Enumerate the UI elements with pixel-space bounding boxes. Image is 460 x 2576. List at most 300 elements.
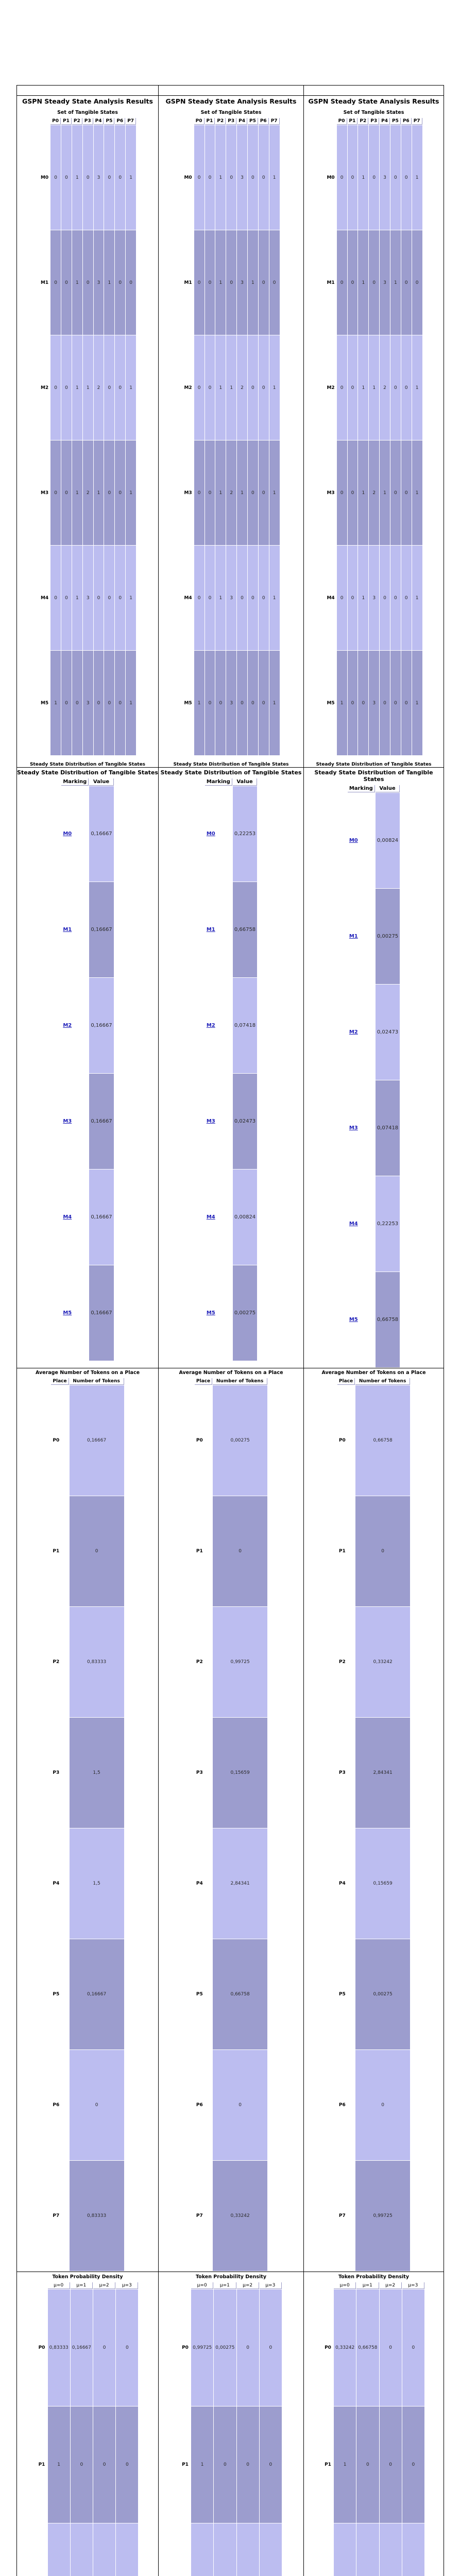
row-label-place: P6 xyxy=(337,2050,355,2160)
state-value: 0 xyxy=(115,230,125,335)
row-label-place: P4 xyxy=(51,1828,69,1939)
table-row xyxy=(337,1939,410,2049)
state-value: 0 xyxy=(390,651,401,755)
state-value: 0 xyxy=(259,230,269,335)
token-value: 0,15659 xyxy=(213,1718,267,1828)
state-value: 0 xyxy=(259,335,269,440)
state-value: 3 xyxy=(94,230,104,335)
state-value: 3 xyxy=(94,125,104,230)
avg-tokens-table xyxy=(337,1378,411,2272)
marking-link-cell xyxy=(348,1272,375,1367)
state-value: 0 xyxy=(259,440,269,545)
state-value: 1 xyxy=(412,651,422,755)
table-row xyxy=(205,786,257,882)
column-header-place: P2 xyxy=(215,118,226,125)
state-value: 0 xyxy=(194,230,205,335)
state-value: 0 xyxy=(337,230,347,335)
density-value xyxy=(116,2523,138,2576)
state-value: 0 xyxy=(348,651,358,755)
token-value: 0,16667 xyxy=(70,1939,124,2049)
state-value: 0 xyxy=(369,230,379,335)
avg-tokens-title: Average Number of Tokens on a Place xyxy=(159,1370,303,1376)
state-value: 3 xyxy=(380,230,390,335)
state-value: 0 xyxy=(205,546,215,650)
state-value: 3 xyxy=(380,125,390,230)
row-label-place: P4 xyxy=(195,1828,212,1939)
table-row xyxy=(51,1385,124,1496)
state-value: 0 xyxy=(194,440,205,545)
column-header-value: Value xyxy=(233,778,257,786)
column-header-place: P3 xyxy=(226,118,236,125)
table-row xyxy=(195,1496,267,1606)
marking-link[interactable]: M0 xyxy=(349,838,358,843)
column-header-mu: μ=0 xyxy=(191,2282,213,2289)
distribution-value: 0,66758 xyxy=(233,882,257,977)
density-value: 0 xyxy=(260,2290,282,2406)
table-row xyxy=(195,1607,267,1717)
row-label-marking: M0 xyxy=(39,125,50,230)
column-header-marking: Marking xyxy=(348,785,375,792)
state-value: 2 xyxy=(83,440,93,545)
table-row xyxy=(180,2406,282,2523)
column-header-place: P1 xyxy=(348,118,358,125)
column-header-mu: μ=1 xyxy=(214,2282,236,2289)
state-value: 3 xyxy=(237,125,247,230)
distribution-value: 0,16667 xyxy=(89,978,113,1073)
marking-link[interactable]: M5 xyxy=(349,1317,358,1323)
marking-link[interactable]: M5 xyxy=(207,1310,215,1316)
column-header-place: P3 xyxy=(369,118,379,125)
state-value: 0 xyxy=(115,125,125,230)
state-value: 0 xyxy=(104,335,114,440)
column-header-place: P2 xyxy=(72,118,82,125)
state-value: 0 xyxy=(358,651,368,755)
distribution-value: 0,16667 xyxy=(89,1074,113,1169)
column-header-mu: μ=0 xyxy=(334,2282,356,2289)
state-value: 0 xyxy=(337,440,347,545)
state-value: 1 xyxy=(126,335,136,440)
state-value: 0 xyxy=(369,125,379,230)
density-value xyxy=(191,2523,213,2576)
tangible-states-table xyxy=(39,117,137,756)
header-cell-1 xyxy=(159,86,304,96)
density-value: 0 xyxy=(237,2290,259,2406)
state-value: 0 xyxy=(115,335,125,440)
distribution-value: 0,02473 xyxy=(376,985,400,1080)
state-value: 1 xyxy=(215,546,226,650)
state-value: 0 xyxy=(50,546,61,650)
table-row xyxy=(205,1170,257,1265)
column-header-mu: μ=1 xyxy=(356,2282,379,2289)
table-row xyxy=(51,1496,124,1606)
table-row xyxy=(180,2523,282,2576)
states-cell-2 xyxy=(304,96,444,768)
state-value: 0 xyxy=(248,651,258,755)
marking-link[interactable]: M4 xyxy=(349,1221,358,1227)
column-header-place: P1 xyxy=(61,118,72,125)
column-header-place: P5 xyxy=(104,118,114,125)
column-header-place: P4 xyxy=(380,118,390,125)
state-value: 0 xyxy=(61,335,72,440)
page-title: GSPN Steady State Analysis Results xyxy=(159,97,303,105)
state-value: 0 xyxy=(390,125,401,230)
token-value: 0,00275 xyxy=(355,1939,410,2049)
state-value: 0 xyxy=(248,440,258,545)
state-value: 0 xyxy=(215,651,226,755)
token-value: 0 xyxy=(70,2050,124,2160)
row-label-place: P1 xyxy=(337,1496,355,1606)
table-header-row xyxy=(337,1378,410,1385)
table-row xyxy=(323,2406,424,2523)
marking-link-cell xyxy=(348,985,375,1080)
marking-link[interactable]: M3 xyxy=(207,1118,215,1124)
distribution-cell-2 xyxy=(304,768,444,1368)
state-value: 3 xyxy=(83,651,93,755)
table-row xyxy=(182,125,279,230)
distribution-value: 0,16667 xyxy=(89,1265,113,1361)
state-value: 0 xyxy=(401,440,412,545)
table-header-row xyxy=(182,118,279,125)
table-row xyxy=(51,1718,124,1828)
state-value: 0 xyxy=(104,125,114,230)
marking-link[interactable]: M1 xyxy=(349,934,358,939)
distribution-table xyxy=(347,785,400,1368)
density-value xyxy=(334,2523,356,2576)
state-value: 0 xyxy=(348,230,358,335)
state-value: 1 xyxy=(72,440,82,545)
density-value: 0 xyxy=(93,2406,115,2523)
state-value: 0 xyxy=(390,335,401,440)
density-value: 0 xyxy=(402,2290,424,2406)
column-header-place: P2 xyxy=(358,118,368,125)
state-value: 3 xyxy=(83,546,93,650)
row-label-marking: M5 xyxy=(325,651,336,755)
table-row xyxy=(348,1272,400,1367)
table-row xyxy=(182,651,279,755)
state-value: 1 xyxy=(94,440,104,545)
steady-state-title: Steady State Distribution of Tangible States xyxy=(17,769,158,776)
table-header-row xyxy=(180,2282,282,2289)
table-row xyxy=(51,2050,124,2160)
token-value: 0 xyxy=(355,1496,410,1606)
token-value: 0,15659 xyxy=(355,1828,410,1939)
marking-link[interactable]: M1 xyxy=(63,927,72,933)
state-value: 1 xyxy=(412,335,422,440)
results-grid xyxy=(16,85,444,2576)
column-header-place: P5 xyxy=(390,118,401,125)
table-row xyxy=(348,793,400,888)
column-header-place: Place xyxy=(337,1378,355,1385)
marking-link[interactable]: M4 xyxy=(207,1214,215,1220)
state-value: 0 xyxy=(401,125,412,230)
state-value: 1 xyxy=(269,335,280,440)
row-label-marking: M4 xyxy=(39,546,50,650)
state-value: 1 xyxy=(412,546,422,650)
state-value: 1 xyxy=(269,125,280,230)
table-row xyxy=(325,651,422,755)
header-cell-0 xyxy=(17,86,159,96)
page-title: GSPN Steady State Analysis Results xyxy=(17,97,158,105)
table-row xyxy=(348,889,400,984)
steady-state-subtitle: Steady State Distribution of Tangible States xyxy=(17,762,158,767)
row-label-marking: M3 xyxy=(39,440,50,545)
table-row xyxy=(39,651,136,755)
state-value: 2 xyxy=(237,335,247,440)
table-row xyxy=(348,1080,400,1176)
density-value: 0,00275 xyxy=(214,2290,236,2406)
state-value: 0 xyxy=(337,125,347,230)
density-table xyxy=(37,2282,139,2576)
distribution-table xyxy=(61,778,114,1361)
states-cell-0 xyxy=(17,96,159,768)
state-value: 0 xyxy=(104,546,114,650)
state-value: 0 xyxy=(61,230,72,335)
column-header-place: P4 xyxy=(237,118,247,125)
token-value: 0,99725 xyxy=(213,1607,267,1717)
marking-link-cell xyxy=(205,882,232,977)
table-row xyxy=(195,1939,267,2049)
corner-cell xyxy=(39,118,50,125)
table-row xyxy=(195,1828,267,1939)
table-row xyxy=(205,1074,257,1169)
avg-tokens-title: Average Number of Tokens on a Place xyxy=(304,1370,444,1376)
corner-cell xyxy=(325,118,336,125)
table-header-row xyxy=(205,778,257,786)
table-header-row xyxy=(348,785,400,792)
marking-link[interactable]: M0 xyxy=(63,831,72,837)
row-label-place: P5 xyxy=(337,1939,355,2049)
token-value: 0,99725 xyxy=(355,2161,410,2271)
density-value xyxy=(48,2523,70,2576)
marking-link[interactable]: M2 xyxy=(349,1029,358,1035)
marking-link[interactable]: M3 xyxy=(63,1118,72,1124)
table-row xyxy=(51,1828,124,1939)
row-label-marking: M2 xyxy=(182,335,193,440)
state-value: 1 xyxy=(412,125,422,230)
distribution-value: 0,22253 xyxy=(376,1176,400,1272)
table-row xyxy=(337,1718,410,1828)
state-value: 1 xyxy=(358,546,368,650)
state-value: 2 xyxy=(226,440,236,545)
row-label-marking: M2 xyxy=(325,335,336,440)
row-label-marking: M3 xyxy=(182,440,193,545)
token-value: 0 xyxy=(70,1496,124,1606)
row-label-place: P2 xyxy=(337,1607,355,1717)
token-value: 2,84341 xyxy=(213,1828,267,1939)
row-label-marking: M1 xyxy=(325,230,336,335)
table-header-row xyxy=(39,118,136,125)
table-row xyxy=(51,2161,124,2271)
row-label-place xyxy=(180,2523,191,2576)
header-cell-2 xyxy=(304,86,444,96)
corner-cell xyxy=(37,2282,47,2289)
table-header-row xyxy=(325,118,422,125)
column-header-place: P6 xyxy=(259,118,269,125)
column-header-mu: μ=3 xyxy=(116,2282,138,2289)
row-label-place: P7 xyxy=(51,2161,69,2271)
row-label-place: P0 xyxy=(51,1385,69,1496)
distribution-value: 0,16667 xyxy=(89,786,113,882)
states-cell-1 xyxy=(159,96,304,768)
token-value: 0,66758 xyxy=(355,1385,410,1496)
row-label-place: P1 xyxy=(323,2406,333,2523)
row-label-marking: M5 xyxy=(182,651,193,755)
token-value: 0 xyxy=(213,2050,267,2160)
column-header-mu: μ=1 xyxy=(71,2282,93,2289)
row-label-marking: M4 xyxy=(325,546,336,650)
density-value xyxy=(402,2523,424,2576)
table-row xyxy=(37,2406,139,2523)
table-row xyxy=(39,335,136,440)
table-header-row xyxy=(61,778,113,786)
table-row xyxy=(182,546,279,650)
state-value: 1 xyxy=(126,125,136,230)
row-label-marking: M5 xyxy=(39,651,50,755)
tangible-states-table xyxy=(325,117,422,756)
state-value: 0 xyxy=(50,440,61,545)
state-value: 1 xyxy=(215,440,226,545)
column-header-place: P6 xyxy=(115,118,125,125)
table-row xyxy=(37,2290,139,2406)
state-value: 1 xyxy=(248,230,258,335)
corner-cell xyxy=(180,2282,191,2289)
state-value: 0 xyxy=(205,230,215,335)
state-value: 1 xyxy=(104,230,114,335)
table-row xyxy=(37,2523,139,2576)
avg-tokens-title: Average Number of Tokens on a Place xyxy=(17,1370,158,1376)
table-row xyxy=(61,786,113,882)
marking-link[interactable]: M1 xyxy=(207,927,215,933)
table-row xyxy=(182,230,279,335)
column-header-marking: Marking xyxy=(61,778,89,786)
table-row xyxy=(51,1939,124,2049)
token-value: 0 xyxy=(355,2050,410,2160)
state-value: 1 xyxy=(269,651,280,755)
distribution-value: 0,16667 xyxy=(89,1170,113,1265)
table-header-row xyxy=(37,2282,139,2289)
state-value: 0 xyxy=(72,651,82,755)
density-value xyxy=(214,2523,236,2576)
state-value: 3 xyxy=(369,651,379,755)
density-title: Token Probability Density xyxy=(17,2274,158,2280)
state-value: 0 xyxy=(205,125,215,230)
state-value: 0 xyxy=(248,335,258,440)
state-value: 1 xyxy=(72,546,82,650)
density-value: 0 xyxy=(71,2406,93,2523)
marking-link[interactable]: M2 xyxy=(207,1023,215,1028)
table-row xyxy=(337,1385,410,1496)
marking-link[interactable]: M0 xyxy=(207,831,215,837)
marking-link-cell xyxy=(61,1265,89,1361)
row-label-place xyxy=(323,2523,333,2576)
table-row xyxy=(325,230,422,335)
steady-state-subtitle: Steady State Distribution of Tangible States xyxy=(304,762,444,767)
row-label-marking: M1 xyxy=(39,230,50,335)
token-value: 0 xyxy=(213,1496,267,1606)
state-value: 0 xyxy=(94,546,104,650)
state-value: 0 xyxy=(194,546,205,650)
state-value: 0 xyxy=(50,335,61,440)
token-value: 0,33242 xyxy=(355,1607,410,1717)
table-row xyxy=(195,2161,267,2271)
state-value: 0 xyxy=(390,546,401,650)
row-label-marking: M0 xyxy=(182,125,193,230)
state-value: 0 xyxy=(194,335,205,440)
table-header-row xyxy=(195,1378,267,1385)
column-header-place: P0 xyxy=(337,118,347,125)
state-value: 0 xyxy=(61,440,72,545)
table-row xyxy=(182,440,279,545)
table-row xyxy=(182,335,279,440)
row-label-place: P3 xyxy=(195,1718,212,1828)
marking-link-cell xyxy=(348,1176,375,1272)
state-value: 1 xyxy=(237,440,247,545)
distribution-value: 0,16667 xyxy=(89,882,113,977)
table-row xyxy=(39,546,136,650)
marking-link[interactable]: M5 xyxy=(63,1310,72,1316)
row-label-place: P0 xyxy=(180,2290,191,2406)
density-value xyxy=(380,2523,402,2576)
state-value: 0 xyxy=(412,230,422,335)
state-value: 1 xyxy=(337,651,347,755)
state-value: 0 xyxy=(50,230,61,335)
state-value: 0 xyxy=(337,546,347,650)
density-value: 0,16667 xyxy=(71,2290,93,2406)
marking-link[interactable]: M2 xyxy=(63,1023,72,1028)
table-row xyxy=(39,230,136,335)
state-value: 0 xyxy=(401,546,412,650)
row-label-place xyxy=(37,2523,47,2576)
page-title: GSPN Steady State Analysis Results xyxy=(304,97,444,105)
state-value: 0 xyxy=(348,125,358,230)
steady-state-subtitle: Steady State Distribution of Tangible States xyxy=(159,762,303,767)
marking-link[interactable]: M4 xyxy=(63,1214,72,1220)
column-header-mu: μ=0 xyxy=(48,2282,70,2289)
table-row xyxy=(323,2290,424,2406)
state-value: 0 xyxy=(61,546,72,650)
state-value: 0 xyxy=(259,651,269,755)
token-value: 0,66758 xyxy=(213,1939,267,2049)
tangible-states-title: Set of Tangible States xyxy=(17,110,158,115)
row-label-marking: M0 xyxy=(325,125,336,230)
density-value: 1 xyxy=(48,2406,70,2523)
token-value: 1,5 xyxy=(70,1828,124,1939)
table-row xyxy=(337,2050,410,2160)
state-value: 0 xyxy=(83,125,93,230)
state-value: 0 xyxy=(237,546,247,650)
table-row xyxy=(61,978,113,1073)
corner-cell xyxy=(323,2282,333,2289)
density-value: 0 xyxy=(380,2290,402,2406)
state-value: 1 xyxy=(215,125,226,230)
token-value: 0,16667 xyxy=(70,1385,124,1496)
column-header-marking: Marking xyxy=(205,778,232,786)
table-row xyxy=(325,440,422,545)
density-value: 0,99725 xyxy=(191,2290,213,2406)
column-header-place: P1 xyxy=(205,118,215,125)
row-label-place: P5 xyxy=(195,1939,212,2049)
state-value: 3 xyxy=(237,230,247,335)
column-header-place: P4 xyxy=(94,118,104,125)
marking-link[interactable]: M3 xyxy=(349,1125,358,1131)
density-value: 0 xyxy=(356,2406,379,2523)
state-value: 0 xyxy=(348,440,358,545)
density-value: 1 xyxy=(334,2406,356,2523)
density-value: 0 xyxy=(116,2290,138,2406)
density-title: Token Probability Density xyxy=(159,2274,303,2280)
state-value: 0 xyxy=(50,125,61,230)
marking-link-cell xyxy=(205,1074,232,1169)
